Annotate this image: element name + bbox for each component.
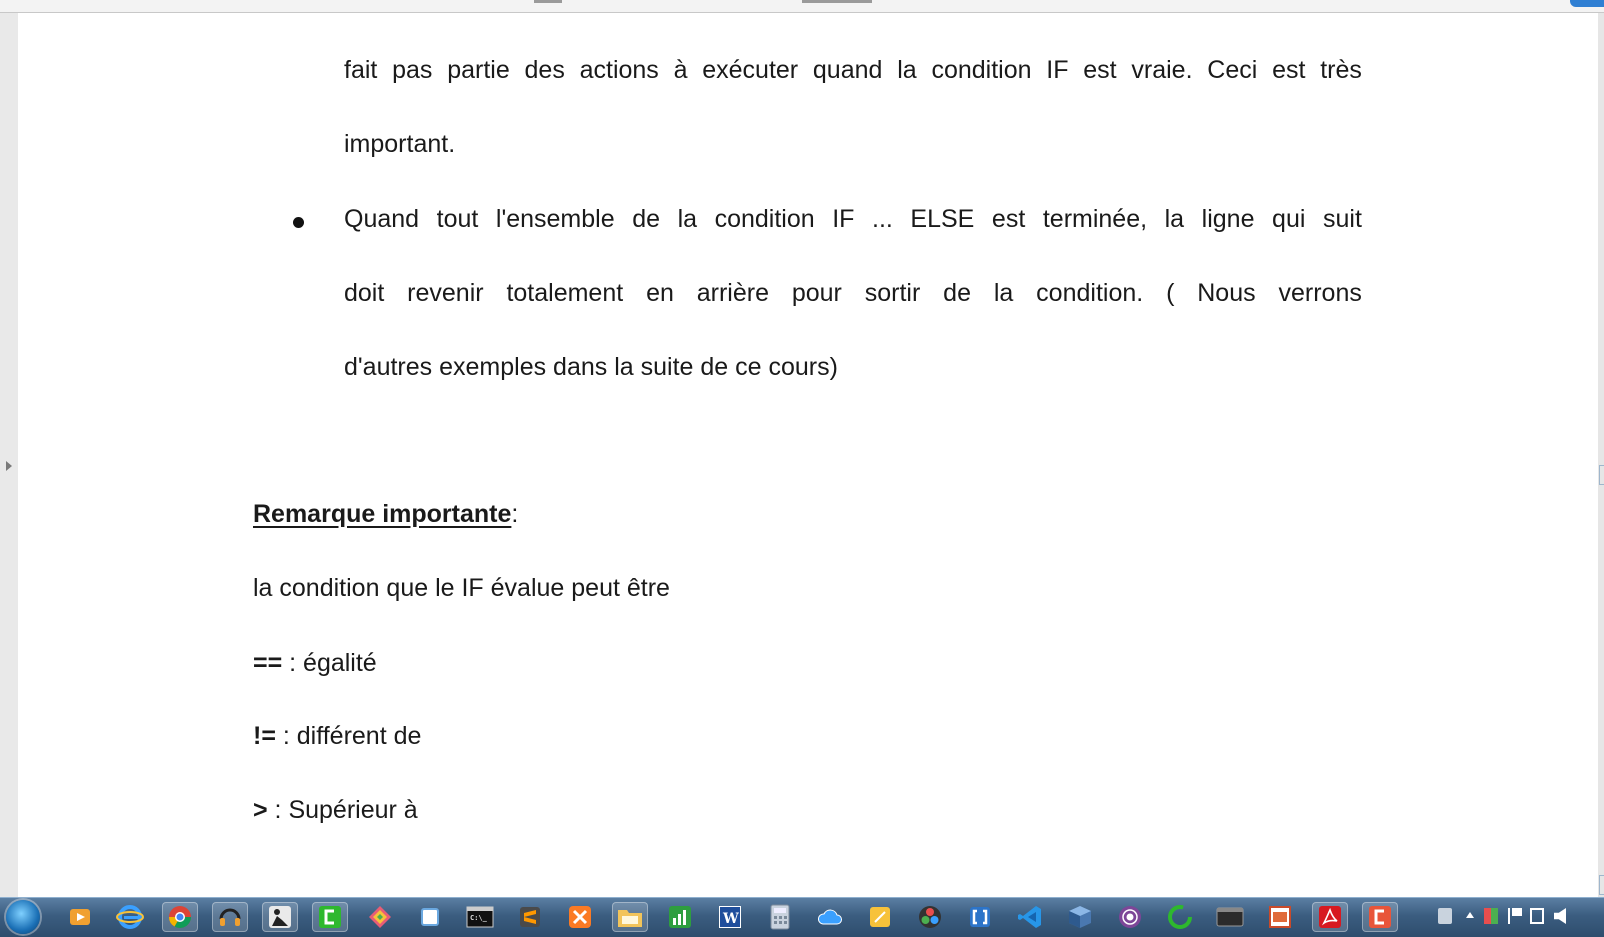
- operator-not-equal: [253, 721, 421, 751]
- paragraph-line: [344, 55, 1362, 85]
- media-player-icon[interactable]: [62, 902, 98, 932]
- word: actions: [579, 56, 659, 84]
- word: exécuter: [702, 56, 799, 84]
- top-toolbar-edge: [0, 0, 1604, 13]
- onedrive-icon[interactable]: [812, 902, 848, 932]
- operator-desc: : égalité: [282, 649, 377, 677]
- svg-text:C:\_: C:\_: [470, 914, 487, 922]
- word: revenir: [407, 279, 484, 307]
- tor-browser-icon[interactable]: [1112, 902, 1148, 932]
- word: qui: [1272, 205, 1306, 233]
- word: est: [1083, 56, 1117, 84]
- operator-symbol: >: [253, 796, 268, 824]
- remark-colon: :: [511, 500, 519, 528]
- bullet-dot: [293, 217, 304, 228]
- volume-icon[interactable]: [1554, 908, 1566, 924]
- word: de: [943, 279, 971, 307]
- word: condition: [931, 56, 1032, 84]
- word: suit: [1322, 205, 1362, 233]
- toolbar-fragment: [802, 0, 872, 3]
- word: à: [673, 56, 688, 84]
- chrome-icon[interactable]: [162, 902, 198, 932]
- operator-greater: [253, 795, 418, 825]
- word: de: [632, 205, 660, 233]
- scroll-marker: [1599, 465, 1604, 485]
- keyboard-icon[interactable]: [1438, 908, 1452, 924]
- word: en: [646, 279, 674, 307]
- xampp-icon[interactable]: [562, 902, 598, 932]
- word: partie: [447, 56, 510, 84]
- flag-icon[interactable]: [1508, 908, 1522, 924]
- word: très: [1320, 56, 1362, 84]
- sticky-notes-icon[interactable]: [862, 902, 898, 932]
- expand-pane-icon[interactable]: [6, 461, 12, 471]
- scroll-marker: [1599, 875, 1604, 895]
- bullet-line: d'autres exemples dans la suite de ce cours): [344, 353, 838, 381]
- svg-text:W: W: [723, 911, 739, 927]
- camtasia-recorder-icon[interactable]: [1362, 902, 1398, 932]
- terminal-icon[interactable]: [1212, 902, 1248, 932]
- powerpoint-icon[interactable]: [1262, 902, 1298, 932]
- operator-equal: [253, 648, 377, 678]
- word: totalement: [506, 279, 624, 307]
- remark-heading: [253, 499, 518, 529]
- word: sortir: [864, 279, 921, 307]
- word: terminée,: [1042, 205, 1148, 233]
- davinci-resolve-icon[interactable]: [912, 902, 948, 932]
- word: IF: [1046, 56, 1069, 84]
- word: vraie.: [1131, 56, 1193, 84]
- word: doit: [344, 279, 385, 307]
- left-gutter: [0, 13, 18, 897]
- camtasia-icon[interactable]: [312, 902, 348, 932]
- word: la: [1164, 205, 1185, 233]
- word: (: [1166, 279, 1175, 307]
- word: pas: [392, 56, 433, 84]
- word: arrière: [696, 279, 769, 307]
- word: Quand: [344, 205, 420, 233]
- remark-heading-text: Remarque importante: [253, 500, 512, 528]
- file-explorer-icon[interactable]: [612, 902, 648, 932]
- operator-desc: : différent de: [275, 722, 422, 750]
- acrobat-reader-icon[interactable]: [1312, 902, 1348, 932]
- sync-app-icon[interactable]: [1162, 902, 1198, 932]
- word: la: [993, 279, 1014, 307]
- word: ligne: [1201, 205, 1255, 233]
- word: ...: [872, 205, 893, 233]
- audio-app-icon[interactable]: [212, 902, 248, 932]
- word: verrons: [1278, 279, 1362, 307]
- right-scroll-edge[interactable]: [1598, 13, 1604, 897]
- word: l'ensemble: [495, 205, 615, 233]
- document-page: [18, 13, 1598, 897]
- word: pour: [791, 279, 842, 307]
- snipping-tool-icon[interactable]: [412, 902, 448, 932]
- calculator-icon[interactable]: [762, 902, 798, 932]
- brackets-icon[interactable]: [962, 902, 998, 932]
- word-icon[interactable]: [712, 902, 748, 932]
- word: Nous: [1197, 279, 1256, 307]
- word: la: [677, 205, 698, 233]
- toolbar-fragment: [534, 0, 562, 3]
- word: condition: [714, 205, 815, 233]
- word: tout: [436, 205, 479, 233]
- word: Ceci: [1207, 56, 1258, 84]
- network-icon[interactable]: [1530, 908, 1544, 924]
- charts-app-icon[interactable]: [662, 902, 698, 932]
- word: est: [991, 205, 1026, 233]
- word: ELSE: [910, 205, 975, 233]
- operator-symbol: ==: [253, 649, 283, 677]
- internet-explorer-icon[interactable]: [112, 902, 148, 932]
- taskbar: [0, 897, 1604, 937]
- operator-symbol: !=: [253, 722, 276, 750]
- word: des: [524, 56, 565, 84]
- word: la: [897, 56, 917, 84]
- virtualbox-icon[interactable]: [1062, 902, 1098, 932]
- visual-studio-code-icon[interactable]: [1012, 902, 1048, 932]
- remark-intro: la condition que le IF évalue peut être: [253, 574, 670, 602]
- word: IF: [832, 205, 855, 233]
- window-control-edge[interactable]: [1570, 0, 1604, 7]
- bullet-line: [344, 278, 1362, 308]
- reader-app-icon[interactable]: [262, 902, 298, 932]
- sublime-text-icon[interactable]: [512, 902, 548, 932]
- start-button[interactable]: [6, 900, 40, 934]
- paint-app-icon[interactable]: [362, 902, 398, 932]
- word: condition.: [1036, 279, 1144, 307]
- operator-desc: : Supérieur à: [267, 796, 418, 824]
- paragraph-line: important.: [344, 130, 456, 158]
- word: fait: [344, 56, 378, 84]
- command-prompt-icon[interactable]: [462, 902, 498, 932]
- bullet-line: [344, 204, 1362, 234]
- word: est: [1272, 56, 1306, 84]
- show-hidden-icons-icon[interactable]: [1466, 912, 1474, 918]
- word: quand: [812, 56, 883, 84]
- network-app-icon[interactable]: [1484, 908, 1498, 924]
